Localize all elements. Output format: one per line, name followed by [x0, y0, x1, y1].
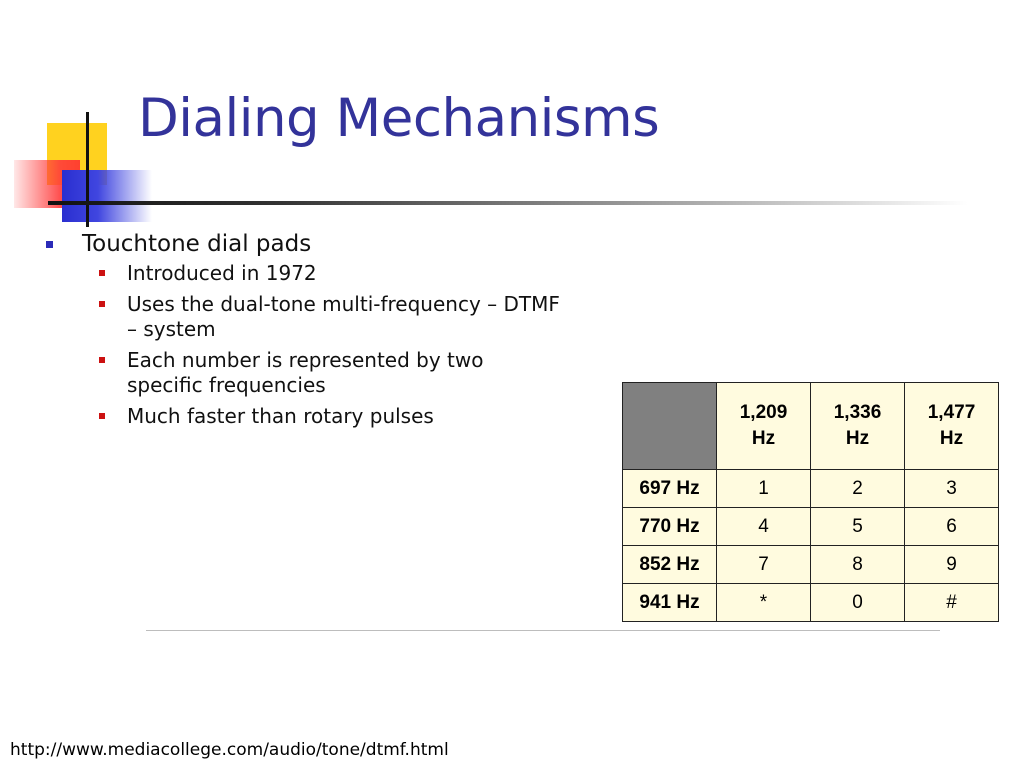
table-header-row — [623, 383, 999, 470]
bullet-marker — [46, 241, 53, 248]
sub-bullet-marker — [99, 301, 105, 307]
sub-bullet-text: Much faster than rotary pulses — [127, 404, 434, 428]
key-cell: 9 — [905, 546, 999, 584]
key-cell: 6 — [905, 508, 999, 546]
column-header-value: 1,336 — [833, 402, 882, 423]
key-cell: 8 — [811, 546, 905, 584]
column-header-1336 — [811, 383, 905, 470]
bullet-text: Touchtone dial pads — [82, 231, 312, 257]
key-cell: 3 — [905, 470, 999, 508]
bullet-touchtone — [44, 229, 604, 259]
slide-title: Dialing Mechanisms — [138, 88, 660, 149]
key-cell: 1 — [717, 470, 811, 508]
bullet-list — [44, 229, 604, 435]
column-header-value: 1,209 — [739, 402, 788, 423]
row-header-852: 852 Hz — [623, 546, 717, 584]
sub-bullet-item — [44, 404, 604, 429]
key-cell: 2 — [811, 470, 905, 508]
key-cell: 5 — [811, 508, 905, 546]
column-header-unit: Hz — [939, 428, 964, 449]
sub-bullet-text: Introduced in 1972 — [127, 261, 317, 285]
column-header-1209 — [717, 383, 811, 470]
sub-bullet-item — [44, 292, 604, 342]
column-header-unit: Hz — [751, 428, 776, 449]
column-header-1477 — [905, 383, 999, 470]
table-row — [623, 470, 999, 508]
sub-bullet-marker — [99, 413, 105, 419]
key-cell: 0 — [811, 584, 905, 622]
row-header-941: 941 Hz — [623, 584, 717, 622]
table-corner-cell — [623, 383, 717, 470]
dtmf-frequency-table — [622, 382, 999, 622]
table-row — [623, 584, 999, 622]
key-cell: * — [717, 584, 811, 622]
sub-bullet-marker — [99, 357, 105, 363]
sub-bullet-item — [44, 261, 604, 286]
column-header-value: 1,477 — [927, 402, 976, 423]
key-cell: 7 — [717, 546, 811, 584]
table-row — [623, 546, 999, 584]
key-cell: 4 — [717, 508, 811, 546]
row-header-697: 697 Hz — [623, 470, 717, 508]
sub-bullet-marker — [99, 270, 105, 276]
sub-bullet-list — [44, 261, 604, 429]
logo-blue-square — [62, 170, 152, 222]
logo-vertical-line — [86, 112, 89, 227]
source-url: http://www.mediacollege.com/audio/tone/dtmf.html — [10, 740, 449, 760]
sub-bullet-text: Uses the dual-tone multi-frequency – DTMF – system — [127, 292, 560, 341]
sub-bullet-item — [44, 348, 604, 398]
sub-bullet-text: Each number is represented by two specific frequencies — [127, 348, 484, 397]
bottom-divider — [146, 630, 940, 631]
column-header-unit: Hz — [845, 428, 870, 449]
key-cell: # — [905, 584, 999, 622]
table-row — [623, 508, 999, 546]
title-underline — [48, 201, 968, 205]
row-header-770: 770 Hz — [623, 508, 717, 546]
